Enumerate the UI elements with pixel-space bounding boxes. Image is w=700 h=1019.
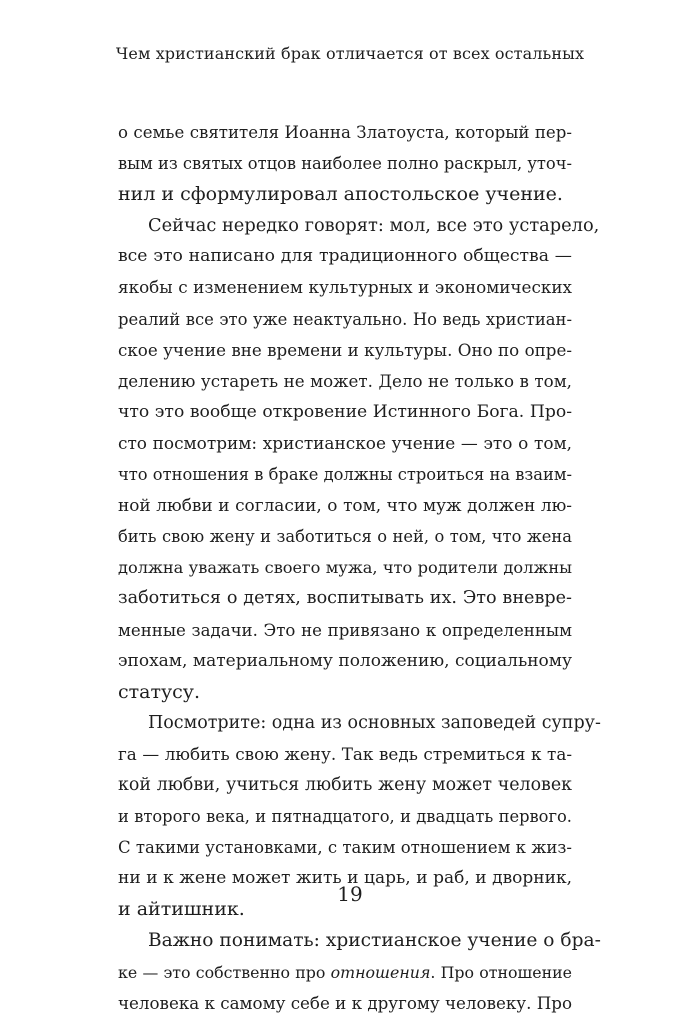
text-line: человека к самому себе и к другому человеку. Про	[118, 992, 572, 1013]
text-line: Посмотрите: одна из основных заповедей супру-	[148, 712, 601, 733]
text-line: ское учение вне времени и культуры. Оно по опре-	[118, 339, 572, 360]
text-line: что отношения в браке должны строиться на взаим-	[118, 465, 572, 485]
text-line: эпохам, материальному положению, социальному	[118, 650, 572, 671]
text-line: статусу.	[118, 680, 201, 703]
text-line: якобы с изменением культурных и экономических	[118, 277, 572, 298]
text-line: должна уважать своего мужа, что родители должны	[118, 558, 572, 578]
text-line: га — любить свою жену. Так ведь стремиться к та-	[118, 743, 572, 764]
text-line: вым из святых отцов наиболее полно раскрыл, уточ-	[118, 154, 572, 174]
text-line: ной любви и согласии, о том, что муж должен лю-	[118, 495, 572, 516]
text-line: кой любви, учиться любить жену может человек	[118, 774, 572, 795]
text-line: сто посмотрим: христианское учение — это о том,	[118, 432, 572, 453]
text-line: ни и к жене может жить и царь, и раб, и дворник,	[118, 868, 572, 889]
text-line: нил и сформулировал апостольское учение.	[118, 183, 563, 206]
text-line: Важно понимать: христианское учение о бра-	[148, 930, 601, 952]
text-line: С такими установками, с таким отношением к жиз-	[118, 838, 572, 858]
text-line: и второго века, и пятнадцатого, и двадцать первого.	[118, 807, 572, 827]
text-line: заботиться о детях, воспитывать их. Это вневре-	[118, 588, 572, 609]
text-line: ке — это собственно про отношения. Про отношение	[118, 962, 572, 982]
text-line: все это написано для традиционного общества —	[118, 246, 572, 267]
running-head: Чем христианский брак отличается от всех остальных	[115, 44, 585, 63]
text-line: и айтишник.	[118, 898, 245, 921]
text-line: менные задачи. Это не привязано к определенным	[118, 620, 572, 640]
text-line: Сейчас нередко говорят: мол, все это устарело,	[148, 215, 600, 237]
text-line: делению устареть не может. Дело не только в том,	[118, 370, 572, 391]
emphasis: отношения	[330, 962, 431, 982]
text-line: о семье святителя Иоанна Златоуста, который пер-	[118, 123, 572, 142]
page-number: 19	[337, 882, 363, 906]
text-line: реалий все это уже неактуально. Но ведь христиан-	[118, 309, 572, 329]
text-line: что это вообще откровение Истинного Бога. Про-	[118, 401, 572, 422]
text-line: бить свою жену и заботиться о ней, о том, что жена	[118, 527, 572, 547]
